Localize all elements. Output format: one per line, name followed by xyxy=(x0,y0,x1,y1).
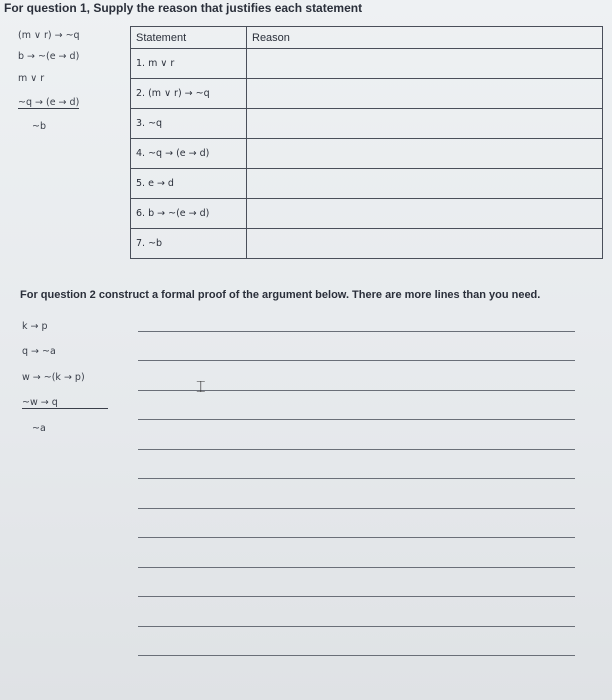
proof-table xyxy=(130,26,603,259)
answer-line[interactable] xyxy=(138,331,575,332)
q2-premise-2: q → ~a xyxy=(22,346,56,357)
answer-line[interactable] xyxy=(138,655,575,656)
q2-conclusion: ~a xyxy=(32,423,46,434)
statement-column-header: Statement xyxy=(131,27,247,49)
table-row xyxy=(131,79,603,109)
reason-cell[interactable] xyxy=(247,79,603,109)
answer-line[interactable] xyxy=(138,478,575,479)
table-row xyxy=(131,199,603,229)
reason-cell[interactable] xyxy=(247,169,603,199)
statement-cell: 5. e → d xyxy=(131,169,247,199)
answer-line[interactable] xyxy=(138,449,575,450)
answer-line[interactable] xyxy=(138,419,575,420)
q2-premise-4: ~w → q xyxy=(22,397,108,409)
table-row xyxy=(131,229,603,259)
answer-line[interactable] xyxy=(138,567,575,568)
q1-premise-3: m ∨ r xyxy=(18,73,45,84)
reason-cell[interactable] xyxy=(247,109,603,139)
reason-column-header: Reason xyxy=(247,27,603,49)
question-1-heading: For question 1, Supply the reason that justifies each statement xyxy=(4,1,363,15)
statement-cell: 3. ~q xyxy=(131,109,247,139)
statement-cell: 6. b → ~(e → d) xyxy=(131,199,247,229)
answer-line[interactable] xyxy=(138,360,575,361)
answer-line[interactable] xyxy=(138,626,575,627)
statement-cell: 1. m ∨ r xyxy=(131,49,247,79)
reason-cell[interactable] xyxy=(247,229,603,259)
statement-cell: 4. ~q → (e → d) xyxy=(131,139,247,169)
table-header-row xyxy=(131,27,603,49)
text-cursor-icon: ⌶ xyxy=(196,377,206,396)
q1-premise-4: ~q → (e → d) xyxy=(18,97,80,108)
table-row xyxy=(131,169,603,199)
q1-conclusion: ~b xyxy=(32,121,46,132)
reason-cell[interactable] xyxy=(247,199,603,229)
table-row xyxy=(131,49,603,79)
table-row xyxy=(131,109,603,139)
answer-line[interactable] xyxy=(138,537,575,538)
reason-cell[interactable] xyxy=(247,139,603,169)
answer-line[interactable] xyxy=(138,508,575,509)
statement-cell: 2. (m ∨ r) → ~q xyxy=(131,79,247,109)
q2-premise-3: w → ~(k → p) xyxy=(22,372,85,383)
q1-premise-1: (m ∨ r) → ~q xyxy=(18,30,80,41)
reason-cell[interactable] xyxy=(247,49,603,79)
q1-premise-2: b → ~(e → d) xyxy=(18,51,80,62)
q2-premise-1: k → p xyxy=(22,321,48,332)
question-2-heading: For question 2 construct a formal proof of the argument below. There are more lines than you need. xyxy=(20,289,541,301)
table-row xyxy=(131,139,603,169)
statement-cell: 7. ~b xyxy=(131,229,247,259)
answer-line[interactable] xyxy=(138,596,575,597)
